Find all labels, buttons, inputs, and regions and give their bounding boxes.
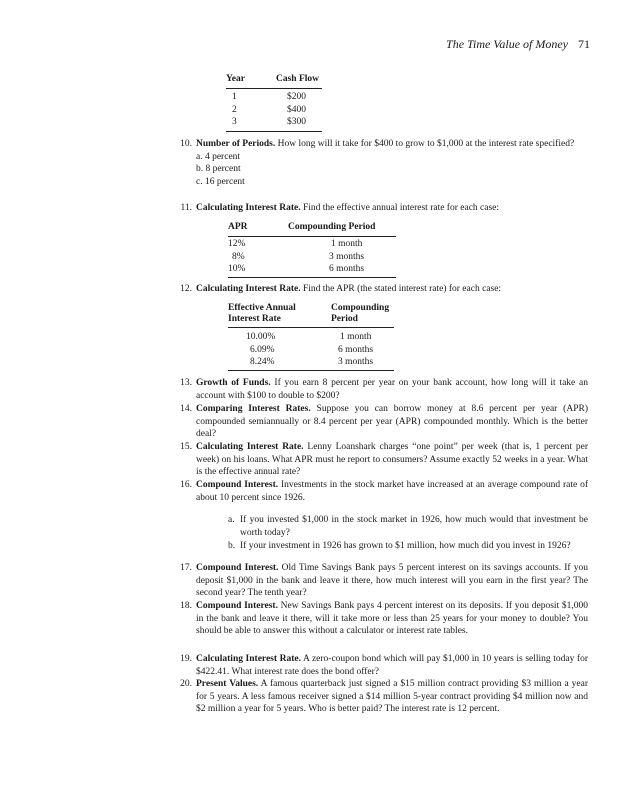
question-heading: Calculating Interest Rate. (196, 654, 301, 664)
question-15 (180, 441, 588, 479)
table-row (226, 117, 322, 130)
cashflow-table (226, 74, 322, 132)
question-number: 20. (180, 679, 192, 689)
cell-period: 1 month (331, 239, 363, 249)
answer-option: a. 4 percent (196, 151, 241, 162)
page-number: 71 (578, 37, 590, 51)
question-16 (180, 479, 588, 504)
part-text: If you invested $1,000 in the stock market in 1926, how much would that investment be worth today? (240, 515, 588, 538)
table-header-row (226, 74, 322, 89)
question-heading: Calculating Interest Rate. (196, 203, 301, 213)
question-heading: Calculating Interest Rate. (196, 442, 304, 452)
cell-period: 6 months (338, 344, 374, 355)
table-header-row (228, 222, 396, 237)
col-compounding-header: Compounding Period (288, 222, 376, 232)
table-rule (228, 370, 394, 371)
table-row (228, 264, 396, 277)
question-14 (180, 403, 588, 441)
cell-period: 1 month (340, 332, 372, 342)
question-heading: Compound Interest. (196, 480, 279, 490)
col-ear-header-line1: Effective Annual (228, 303, 296, 313)
table-header-row (228, 303, 394, 328)
question-number: 11. (180, 203, 192, 213)
cell-apr: 12% (228, 239, 246, 249)
question-20 (180, 678, 588, 716)
cell-ear: 6.09% (250, 344, 275, 355)
question-heading: Calculating Interest Rate. (196, 284, 301, 294)
question-text: Investments in the stock market have increased at an average compound rate of about 10 percent since 1926. (196, 480, 588, 503)
question-heading: Present Values. (196, 679, 259, 689)
col-compounding-header-line2: Period (331, 314, 358, 324)
question-text: How long will it take for $400 to grow to $1,000 at the interest rate specified? (275, 139, 575, 149)
cell-apr: 10% (228, 264, 246, 274)
cell-ear: 10.00% (246, 332, 276, 342)
table-row (226, 92, 322, 105)
table-row (228, 357, 394, 370)
question-text: A zero-coupon bond which will pay $1,000 in 10 years is selling today for $422.41. What interest rate does the bond offer? (196, 654, 588, 677)
table-rule (228, 277, 396, 278)
cell-cashflow: $200 (287, 92, 306, 102)
question-heading: Comparing Interest Rates. (196, 404, 311, 414)
answer-option: c. 16 percent (196, 176, 245, 187)
question-number: 17. (180, 563, 192, 573)
question-number: 13. (180, 378, 192, 388)
cell-period: 3 months (338, 357, 374, 367)
part-label: a. (228, 515, 235, 525)
cell-period: 6 months (329, 264, 365, 274)
col-cashflow-header: Cash Flow (276, 74, 320, 84)
cell-cashflow: $400 (287, 104, 306, 115)
question-text: If you earn 8 percent per year on your bank account, how long will it take an account with $100 to double to $200? (196, 378, 588, 401)
cell-ear: 8.24% (250, 357, 275, 367)
question-18 (180, 600, 589, 638)
question-number: 10. (180, 139, 192, 149)
question-text: Suppose you can borrow money at 8.6 percent per year (APR) compounded semiannually or 8.4 percent per year (APR) compounded monthly. Which is the better deal? (196, 404, 588, 440)
question-text: Find the APR (the stated interest rate) for each case: (300, 284, 502, 294)
question-16-part-a (228, 514, 588, 539)
ear-table (228, 303, 394, 371)
question-10 (180, 138, 588, 188)
question-text: A famous quarterback just signed a $15 million contract providing $3 million a year for 5 years. A less famous receiver signed a $14 million 5-year contract providing $4 million now and $2 million a year for 5 years. Who is better paid? The interest rate is 12 percent. (196, 679, 588, 715)
question-number: 19. (180, 654, 192, 664)
cell-apr: 8% (232, 251, 245, 262)
question-heading: Compound Interest. (196, 563, 279, 573)
part-text: If your investment in 1926 has grown to $1 million, how much did you invest in 1926? (240, 541, 571, 551)
cell-year: 2 (232, 104, 237, 115)
question-text: Lenny Loanshark charges “one point” per week (that is, 1 percent per week) on his loans. What APR must he report to consumers? Assume exactly 52 weeks in a year. What is the effective annual rate? (196, 442, 588, 478)
cell-period: 3 months (329, 251, 365, 262)
apr-table (228, 222, 396, 278)
question-19 (180, 653, 588, 678)
question-13 (180, 377, 588, 402)
question-number: 16. (180, 480, 192, 490)
chapter-title: The Time Value of Money (446, 37, 568, 51)
question-heading: Number of Periods. (196, 139, 276, 149)
table-row (228, 332, 394, 345)
table-row (228, 345, 394, 358)
question-text: Old Time Savings Bank pays 5 percent interest on its savings accounts. If you deposit $1,000 in the bank and leave it there, how much interest will you earn in the first year? The second year? The tenth year? (196, 563, 588, 599)
question-number: 14. (180, 404, 192, 414)
question-16-part-b (228, 540, 588, 553)
table-rule (226, 131, 322, 132)
cell-year: 1 (232, 92, 237, 102)
table-row (228, 252, 396, 265)
answer-option: b. 8 percent (196, 164, 241, 175)
part-label: b. (228, 541, 236, 551)
question-heading: Growth of Funds. (196, 378, 271, 388)
col-compounding-header-line1: Compounding (331, 303, 390, 313)
col-year-header: Year (226, 74, 245, 84)
question-12 (180, 283, 588, 296)
cell-year: 3 (232, 117, 237, 127)
col-apr-header: APR (228, 222, 248, 232)
table-row (228, 239, 396, 252)
cell-cashflow: $300 (287, 117, 306, 127)
question-number: 12. (180, 284, 192, 294)
question-17 (180, 562, 588, 600)
running-header (446, 37, 590, 52)
question-number: 15. (180, 442, 192, 452)
question-number: 18. (180, 601, 192, 611)
question-11 (180, 202, 588, 215)
question-text: Find the effective annual interest rate for each case: (300, 203, 500, 213)
table-row (226, 105, 322, 118)
question-heading: Compound Interest. (196, 601, 278, 611)
col-ear-header-line2: Interest Rate (228, 314, 281, 324)
question-text: New Savings Bank pays 4 percent interest on its deposits. If you deposit $1,000 in the bank and leave it there, will it take more or less than 25 years for your money to double? You should be able to answer this without a calculator or interest rate tables. (196, 601, 589, 637)
